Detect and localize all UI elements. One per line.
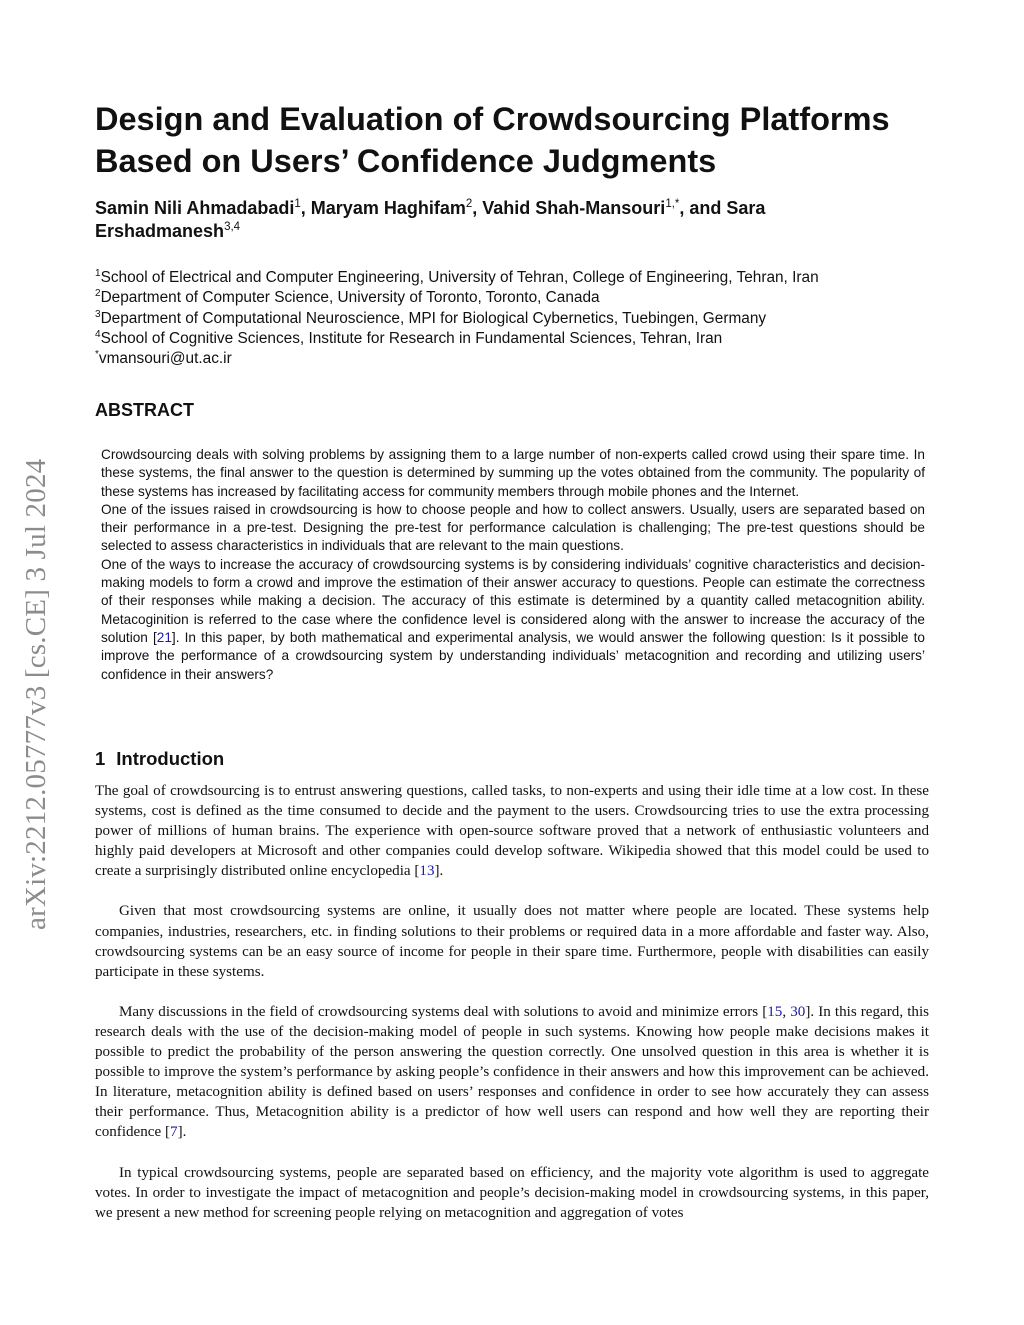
- body-text: The goal of crowdsourcing is to entrust answering questions, called tasks, to non-experts and using their idle time at a low cost. In these systems, cost is defined as the time consumed to decide and the payment to the users. Crowdsourcing tries to use the extra processing power of millions of human brains. The experience with open-source software proved that a network of enthusiastic volunteers and highly paid developers at Microsoft and other companies could develop software. Wikipedia showed that this model could be used to create a surprisingly distributed online encyclopedia [: [95, 783, 929, 880]
- introduction-body: [95, 781, 929, 1243]
- affiliation-mark: *: [95, 349, 99, 361]
- author-affiliation-mark: 2: [465, 198, 473, 210]
- affiliation-mark: 3: [95, 308, 101, 320]
- paper-title: [95, 98, 935, 182]
- affiliation-item: [95, 288, 955, 308]
- author-affiliation-mark: 3,4: [224, 221, 241, 233]
- title-line-1: Design and Evaluation of Crowdsourcing Platforms: [95, 101, 890, 137]
- affiliation-text: Department of Computer Science, University of Toronto, Toronto, Canada: [100, 289, 600, 307]
- abstract-body: [101, 446, 925, 684]
- title-line-2: Based on Users’ Confidence Judgments: [95, 143, 717, 179]
- abstract-paragraph: Crowdsourcing deals with solving problems by assigning them to a large number of non-experts called crowd using their spare time. In these systems, the final answer to the question is determined by summing up the votes obtained from the community. The popularity of these systems has increased by facilitating access for community members through mobile phones and the Internet.: [101, 447, 925, 499]
- section-number: 1: [95, 748, 106, 769]
- author-affiliation-mark: 1,*: [665, 198, 680, 210]
- author-list: [95, 197, 935, 243]
- abstract-text: One of the ways to increase the accuracy of crowdsourcing systems is by considering individuals’ cognitive characteristics and decision-making models to form a crowd and improve the estimation of their answer accuracy to questions. People can estimate the correctness of their responses while making a decision. The accuracy of this estimate is determined by a quantity called metacognition ability. Metacoginition is referred to the case where the confidence level is considered along with the answer to increase the accuracy of the solution [: [101, 556, 925, 645]
- corresponding-email[interactable]: [95, 349, 955, 369]
- abstract-paragraph: One of the issues raised in crowdsourcing is how to choose people and how to collect answers. Usually, users are separated based on their performance in a pre-test. Designing the pre-test for performance calculation is challenging; The pre-test questions should be selected to assess characteristics in individuals that are relevant to the main questions.: [101, 501, 925, 554]
- affiliation-mark: 2: [95, 288, 101, 300]
- affiliation-list: [95, 268, 955, 369]
- affiliation-mark: 4: [95, 328, 101, 340]
- abstract-text: ]. In this paper, by both mathematical and experimental analysis, we would answer the following question: Is it possible to improve the performance of a crowdsourcing system by understanding individuals’ metacognition and recording and utilizing users’ confidence in their answers?: [101, 629, 925, 682]
- body-text: ].: [434, 863, 444, 880]
- affiliation-mark: 1: [95, 268, 101, 279]
- citation-link[interactable]: 21: [156, 629, 172, 645]
- citation-link[interactable]: 13: [419, 863, 435, 880]
- author-affiliation-mark: 1: [294, 198, 301, 210]
- section-title: Introduction: [116, 748, 225, 769]
- affiliation-item: [95, 268, 955, 288]
- citation-link[interactable]: 30: [790, 1003, 806, 1020]
- citation-link[interactable]: 7: [170, 1124, 178, 1141]
- citation-link[interactable]: 15: [767, 1003, 783, 1020]
- author-separator: , and: [679, 198, 727, 218]
- author-last-name: Ershadmanesh: [95, 221, 225, 241]
- author-name: Maryam Haghifam: [310, 198, 466, 218]
- author-name: Samin Nili Ahmadabadi: [95, 198, 295, 218]
- body-paragraph: Given that most crowdsourcing systems are online, it usually does not matter where people are located. These systems help companies, industries, researchers, etc. in finding solutions to their problems or required data in a more affordable and faster way. Also, crowdsourcing systems can be an easy source of income for people in their spare time. Furthermore, people with disabilities can easily participate in these systems.: [95, 903, 929, 980]
- affiliation-text: School of Electrical and Computer Engineering, University of Tehran, College of Engineering, Tehran, Iran: [100, 269, 819, 286]
- body-text: ].: [177, 1124, 187, 1141]
- citation-separator: ,: [782, 1003, 791, 1020]
- affiliation-item: [95, 329, 955, 349]
- affiliation-item: [95, 309, 955, 329]
- abstract-paragraph: [101, 556, 925, 684]
- body-paragraph: [95, 1002, 929, 1143]
- email-text: vmansouri@ut.ac.ir: [98, 350, 232, 368]
- author-separator: ,: [300, 198, 311, 218]
- body-paragraph: In typical crowdsourcing systems, people are separated based on efficiency, and the majority vote algorithm is used to aggregate votes. In order to investigate the impact of metacognition and people’s decision-making model in crowdsourcing systems, in this paper, we present a new method for screening people relying on metacognition and aggregation of votes: [95, 1164, 929, 1221]
- affiliation-text: School of Cognitive Sciences, Institute for Research in Fundamental Sciences, Tehran, Iran: [100, 329, 723, 347]
- author-first-name: Sara: [726, 198, 766, 218]
- body-text: ]. In this regard, this research deals with the use of the decision-making model of people in such systems. Knowing how people make decisions makes it possible to predict the probability of the person answering the question correctly. One unsolved question in this area is whether it is possible to improve the system’s performance by asking people’s confidence in their answers and how this improvement can be achieved. In literature, metacognition ability is defined based on users’ responses and confidence in order to see how accurately they can assess their performance. Thus, Metacognition ability is a predictor of how well users can respond and how well they are reporting their confidence [: [95, 1003, 930, 1141]
- body-paragraph: [95, 781, 929, 881]
- abstract-heading: ABSTRACT: [95, 400, 194, 420]
- section-heading-introduction: [95, 748, 224, 770]
- author-name: Vahid Shah-Mansouri: [482, 198, 666, 218]
- body-text: Many discussions in the field of crowdsourcing systems deal with solutions to avoid and minimize errors [: [119, 1003, 768, 1020]
- arxiv-identifier-stamp: arXiv:2212.05777v3 [cs.CE] 3 Jul 2024: [20, 458, 52, 930]
- author-separator: ,: [472, 198, 483, 218]
- affiliation-text: Department of Computational Neuroscience, MPI for Biological Cybernetics, Tuebingen, Germany: [100, 309, 767, 327]
